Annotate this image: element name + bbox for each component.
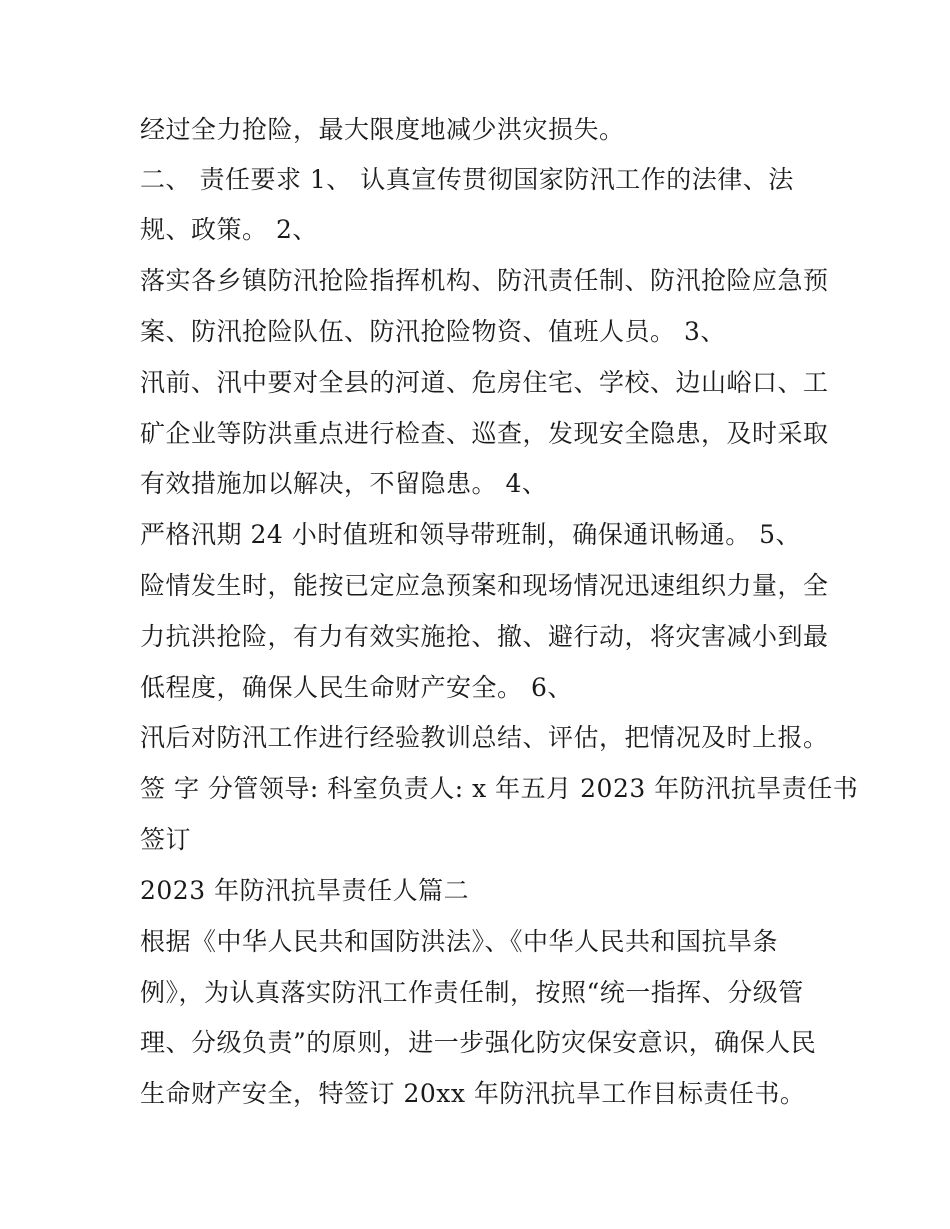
text-line-15: 签订 xyxy=(140,825,192,854)
text-line-11: 力抗洪抢险，有力有效实施抢、撤、避行动，将灾害减小到最 xyxy=(140,622,829,651)
text-line-3: 规、政策。 2、 xyxy=(140,215,318,244)
text-line-4: 落实各乡镇防汛抢险指挥机构、防汛责任制、防汛抢险应急预 xyxy=(140,266,829,295)
text-line-8: 有效措施加以解决，不留隐患。 4、 xyxy=(140,469,548,498)
text-line-20: 生命财产安全，特签订 20xx 年防汛抗旱工作目标责任书。 xyxy=(140,1079,806,1108)
text-line-17: 根据《中华人民共和国防洪法》、《中华人民共和国抗旱条 xyxy=(140,927,779,956)
text-line-5: 案、防汛抢险队伍、防汛抢险物资、值班人员。 3、 xyxy=(140,317,726,346)
text-line-6: 汛前、汛中要对全县的河道、危房住宅、学校、边山峪口、工 xyxy=(140,368,829,397)
text-line-2: 二、 责任要求 1、 认真宣传贯彻国家防汛工作的法律、法 xyxy=(140,165,794,194)
text-line-18: 例》，为认真落实防汛工作责任制，按照“统一指挥、分级管 xyxy=(140,978,804,1007)
text-line-12: 低程度，确保人民生命财产安全。 6、 xyxy=(140,673,573,702)
text-line-10: 险情发生时，能按已定应急预案和现场情况迅速组织力量，全 xyxy=(140,571,829,600)
section-heading: 2023 年防汛抗旱责任人篇二 xyxy=(140,876,470,905)
text-line-13: 汛后对防汛工作进行经验教训总结、评估，把情况及时上报。 xyxy=(140,723,829,752)
text-line-1: 经过全力抢险，最大限度地减少洪灾损失。 xyxy=(140,115,625,144)
text-line-7: 矿企业等防洪重点进行检查、巡查，发现安全隐患，及时采取 xyxy=(140,419,829,448)
text-line-14: 签 字 分管领导: 科室负责人: x 年五月 2023 年防汛抗旱责任书 xyxy=(140,774,859,803)
text-line-19: 理、分级负责”的原则，进一步强化防灾保安意识，确保人民 xyxy=(140,1028,817,1057)
text-line-9: 严格汛期 24 小时值班和领导带班制，确保通讯畅通。 5、 xyxy=(140,520,802,549)
